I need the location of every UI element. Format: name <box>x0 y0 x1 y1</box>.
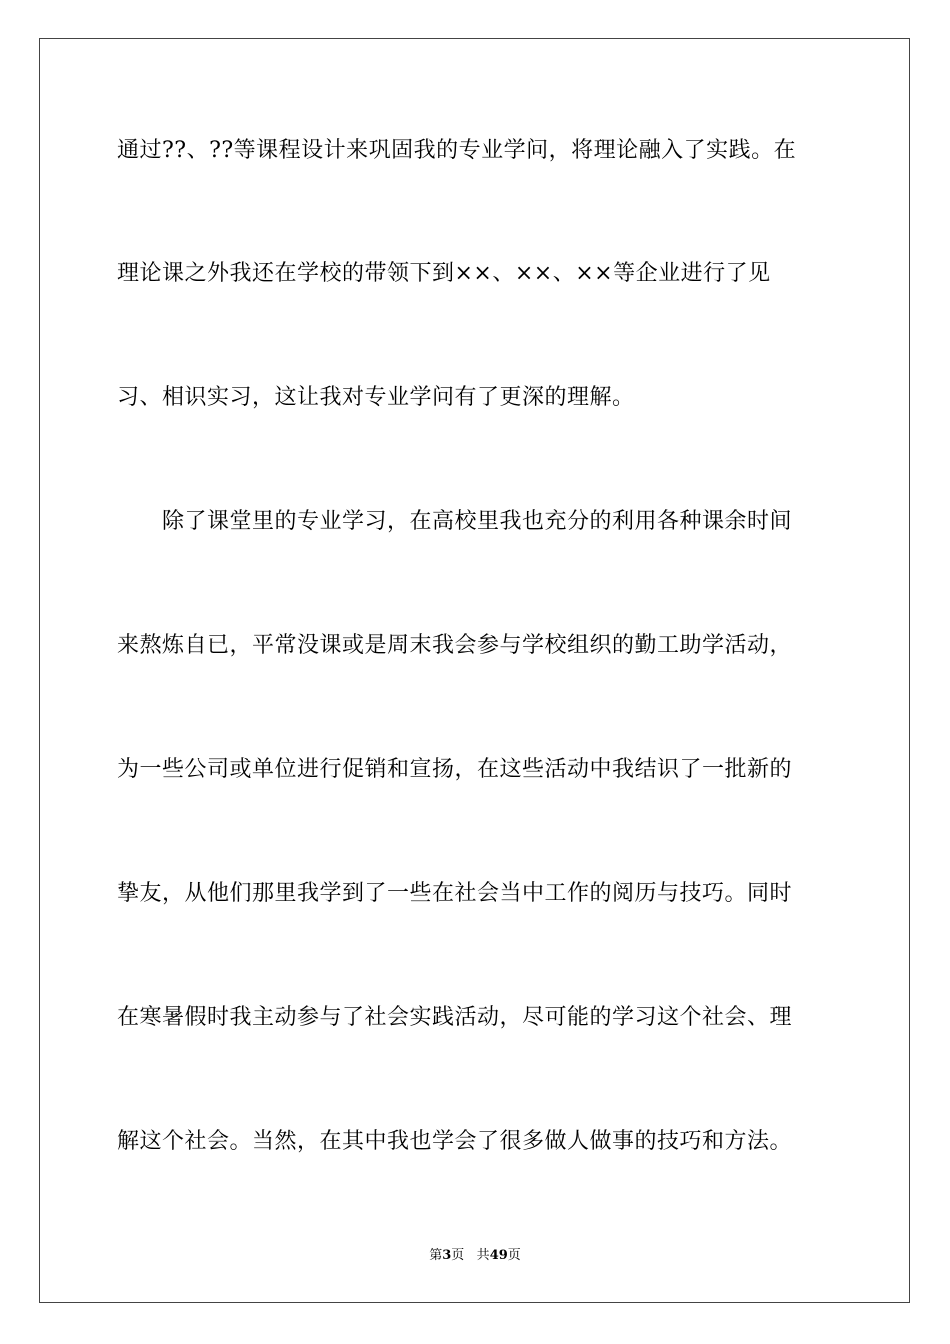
current-page-number: 3 <box>442 1248 452 1263</box>
paragraph-line: 习、相识实习，这让我对专业学问有了更深的理解。 <box>117 385 635 410</box>
paragraph-line: 解这个社会。当然，在其中我也学会了很多做人做事的技巧和方法。 <box>117 1129 793 1154</box>
paragraph-line: 挚友，从他们那里我学到了一些在社会当中工作的阅历与技巧。同时 <box>117 881 793 906</box>
footer-prefix: 第 <box>429 1248 443 1263</box>
paragraph-line: 理论课之外我还在学校的带领下到××、××、××等企业进行了见 <box>117 261 771 286</box>
paragraph-first-line: 除了课堂里的专业学习，在高校里我也充分的利用各种课余时间 <box>162 509 793 534</box>
footer-total-suffix: 页 <box>507 1248 521 1263</box>
page-border <box>39 38 910 1303</box>
paragraph-line: 来熬炼自已，平常没课或是周末我会参与学校组织的勤工助学活动， <box>117 633 793 658</box>
total-page-count: 49 <box>489 1248 508 1263</box>
paragraph-line: 在寒暑假时我主动参与了社会实践活动，尽可能的学习这个社会、理 <box>117 1005 793 1030</box>
paragraph-line: 为一些公司或单位进行促销和宣扬，在这些活动中我结识了一批新的 <box>117 757 793 782</box>
footer-page-suffix: 页 <box>451 1248 465 1263</box>
paragraph-line: 通过??、??等课程设计来巩固我的专业学问，将理论融入了实践。在 <box>117 138 797 163</box>
page-footer <box>0 1244 950 1263</box>
footer-total-prefix: 共 <box>476 1248 490 1263</box>
